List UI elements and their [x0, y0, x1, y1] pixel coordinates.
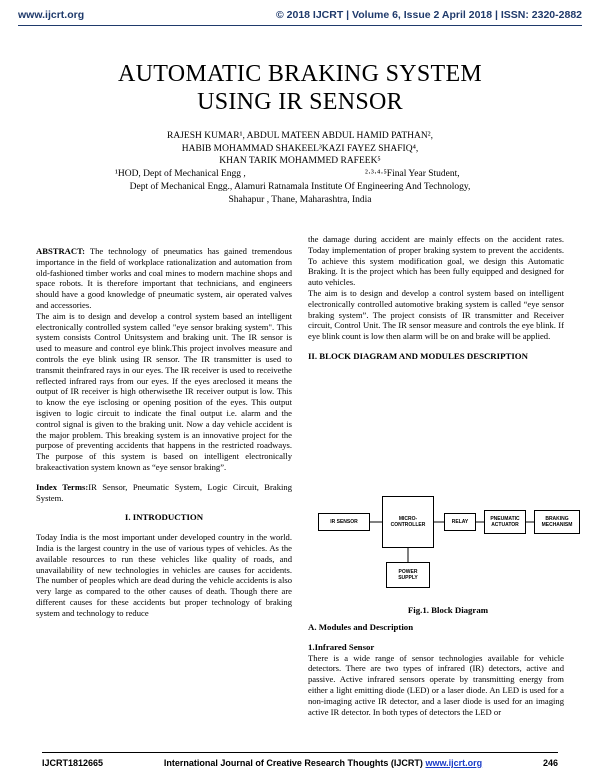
page-footer [42, 758, 558, 768]
footer-url[interactable]: www.ijcrt.org [425, 758, 483, 768]
footer-journal [164, 758, 482, 768]
affiliation-students: ²·³·⁴·⁵Final Year Student, [365, 169, 460, 179]
right-column [308, 234, 564, 362]
author-list [0, 130, 600, 168]
braking-mechanism-block: BRAKING MECHANISM [534, 510, 580, 534]
affiliation-location: Shahapur , Thane, Maharashtra, India [228, 195, 372, 205]
authors-line-1: RAJESH KUMAR¹, ABDUL MATEEN ABDUL HAMID PATHAN², [167, 131, 433, 141]
pneumatic-actuator-block: PNEUMATIC ACTUATOR [484, 510, 526, 534]
abstract-text-1: The technology of pneumatics has gained tremendous importance in the field of workplace rationalization and automation from old-fashioned timber works and coal mines to modern machine shops and space robots. It is therefore important that technicians, and engineers should have a good knowledge of pneumatic system, air operated valves and accessories. [36, 246, 292, 310]
authors-line-2: HABIB MOHAMMAD SHAKEEL³KAZI FAYEZ SHAFIQ⁴, [181, 143, 419, 154]
journal-name: International Journal of Creative Research Thoughts (IJCRT) [163, 758, 423, 768]
left-column [36, 246, 292, 619]
figure-caption: Fig.1. Block Diagram [407, 605, 489, 615]
abstract-text-2: The aim is to design and develop a control system based an intelligent electronically controlled system called "eye sensor braking system". This system consists Control Unitsystem and braking unit. The IR sensor is used to measure and control eye blink.This project involves measure and controls the eye blink using IR sensor. The IR transmitter is used to transmit theinfrared rays in our eyes. The IR receiver is used to receivethe reflected infrared rays from our eyes. If the eyes areclosed it means the output of IR receiver is high otherwisethe IR receiver output is low. This to know the eye isclosing or opening position of the eyes. This output isgiven to logic circuit to indicate the final output i.e. alarm and the control signal is given to the braking unit. Now a day vehicle accident is the major problem. This breaking system is an innovative project for the purpose of preventing accidents that happens in the restricted roadways. The purpose of this system is based on intelligent electronically brakeactivation system known as “eye sensor braking”. [36, 310, 292, 472]
page-number: 246 [542, 758, 558, 768]
ir-sensor-block: IR SENSOR [318, 513, 370, 531]
page-header [18, 9, 582, 21]
title-line-1: AUTOMATIC BRAKING SYSTEM [117, 61, 483, 87]
affiliation-dept: Dept of Mechanical Engg., Alamuri Ratnamala Institute Of Engineering And Technology, [129, 182, 471, 192]
right-text-1: the damage during accident are mainly effects on the accident rates. Today implementation of proper braking system to prevent the accidents. To achieve this system modification goal, we design this Automatic Braking. It is the project which has been fully equipped and designed for auto vehicles. [308, 234, 564, 288]
paper-id: IJCRT1812665 [42, 758, 104, 768]
site-url[interactable]: www.ijcrt.org [18, 9, 85, 21]
paper-title [0, 60, 600, 116]
index-terms [36, 482, 292, 504]
power-supply-block: POWER SUPPLY [386, 562, 430, 588]
index-terms-text: IR Sensor, Pneumatic System, Logic Circuit, Braking System. [36, 481, 292, 503]
title-line-2: USING IR SENSOR [197, 89, 403, 115]
footer-rule [42, 752, 558, 753]
index-terms-label: Index Terms: [36, 481, 89, 492]
section-2-heading: II. BLOCK DIAGRAM AND MODULES DESCRIPTION [308, 350, 528, 361]
authors-line-3: KHAN TARIK MOHAMMED RAFEEK⁵ [219, 156, 381, 167]
affiliation-hod: ¹HOD, Dept of Mechanical Engg , [115, 169, 246, 179]
right-text-2: The aim is to design and develop a control system based on intelligent electronically controlled automotive braking system is called “eye sensor braking system”. The project consists of IR transmitter and Receiver circuit, Control Unit. The IR sensor measure and controls the eye blink. If eye blink count is low then alarm will be on and brake will be applied. [308, 287, 564, 342]
abstract-paragraph [36, 246, 292, 311]
intro-heading: I. INTRODUCTION [124, 512, 204, 523]
infrared-subheading: 1.Infrared Sensor [308, 641, 375, 652]
infrared-text: There is a wide range of sensor technologies available for vehicle detectors. There are two types of infrared (IR) detectors, active and passive. Active infrared sensors operate by transmitting energy from either a light emitting diode (LED) or a laser diode. An LED is used for a non-imaging active IR detector, and a laser diode is used for an imaging active IR detector. In both types of detectors the LED or [308, 652, 564, 717]
modules-section [308, 622, 564, 717]
microcontroller-block: MICRO- CONTROLLER [382, 496, 434, 548]
intro-text: Today India is the most important under developed country in the world. India is the largest country in the use of various types of vehicles. As the available resources to run these vehicles like quality of roads, and unavailability of new technologies in vehicles are causes for accidents. The number of peoples which are dead during the vehicle accidents is also very large as compared to the other causes of death. Though there are different causes for these accidents but proper technology of braking system and technology to reduce [36, 532, 292, 618]
modules-heading: A. Modules and Description [308, 622, 414, 632]
header-rule [18, 25, 582, 26]
relay-block: RELAY [444, 513, 476, 531]
block-diagram [318, 462, 588, 590]
journal-citation: © 2018 IJCRT | Volume 6, Issue 2 April 2018 | ISSN: 2320-2882 [275, 9, 582, 21]
abstract-label: ABSTRACT: [36, 246, 86, 256]
